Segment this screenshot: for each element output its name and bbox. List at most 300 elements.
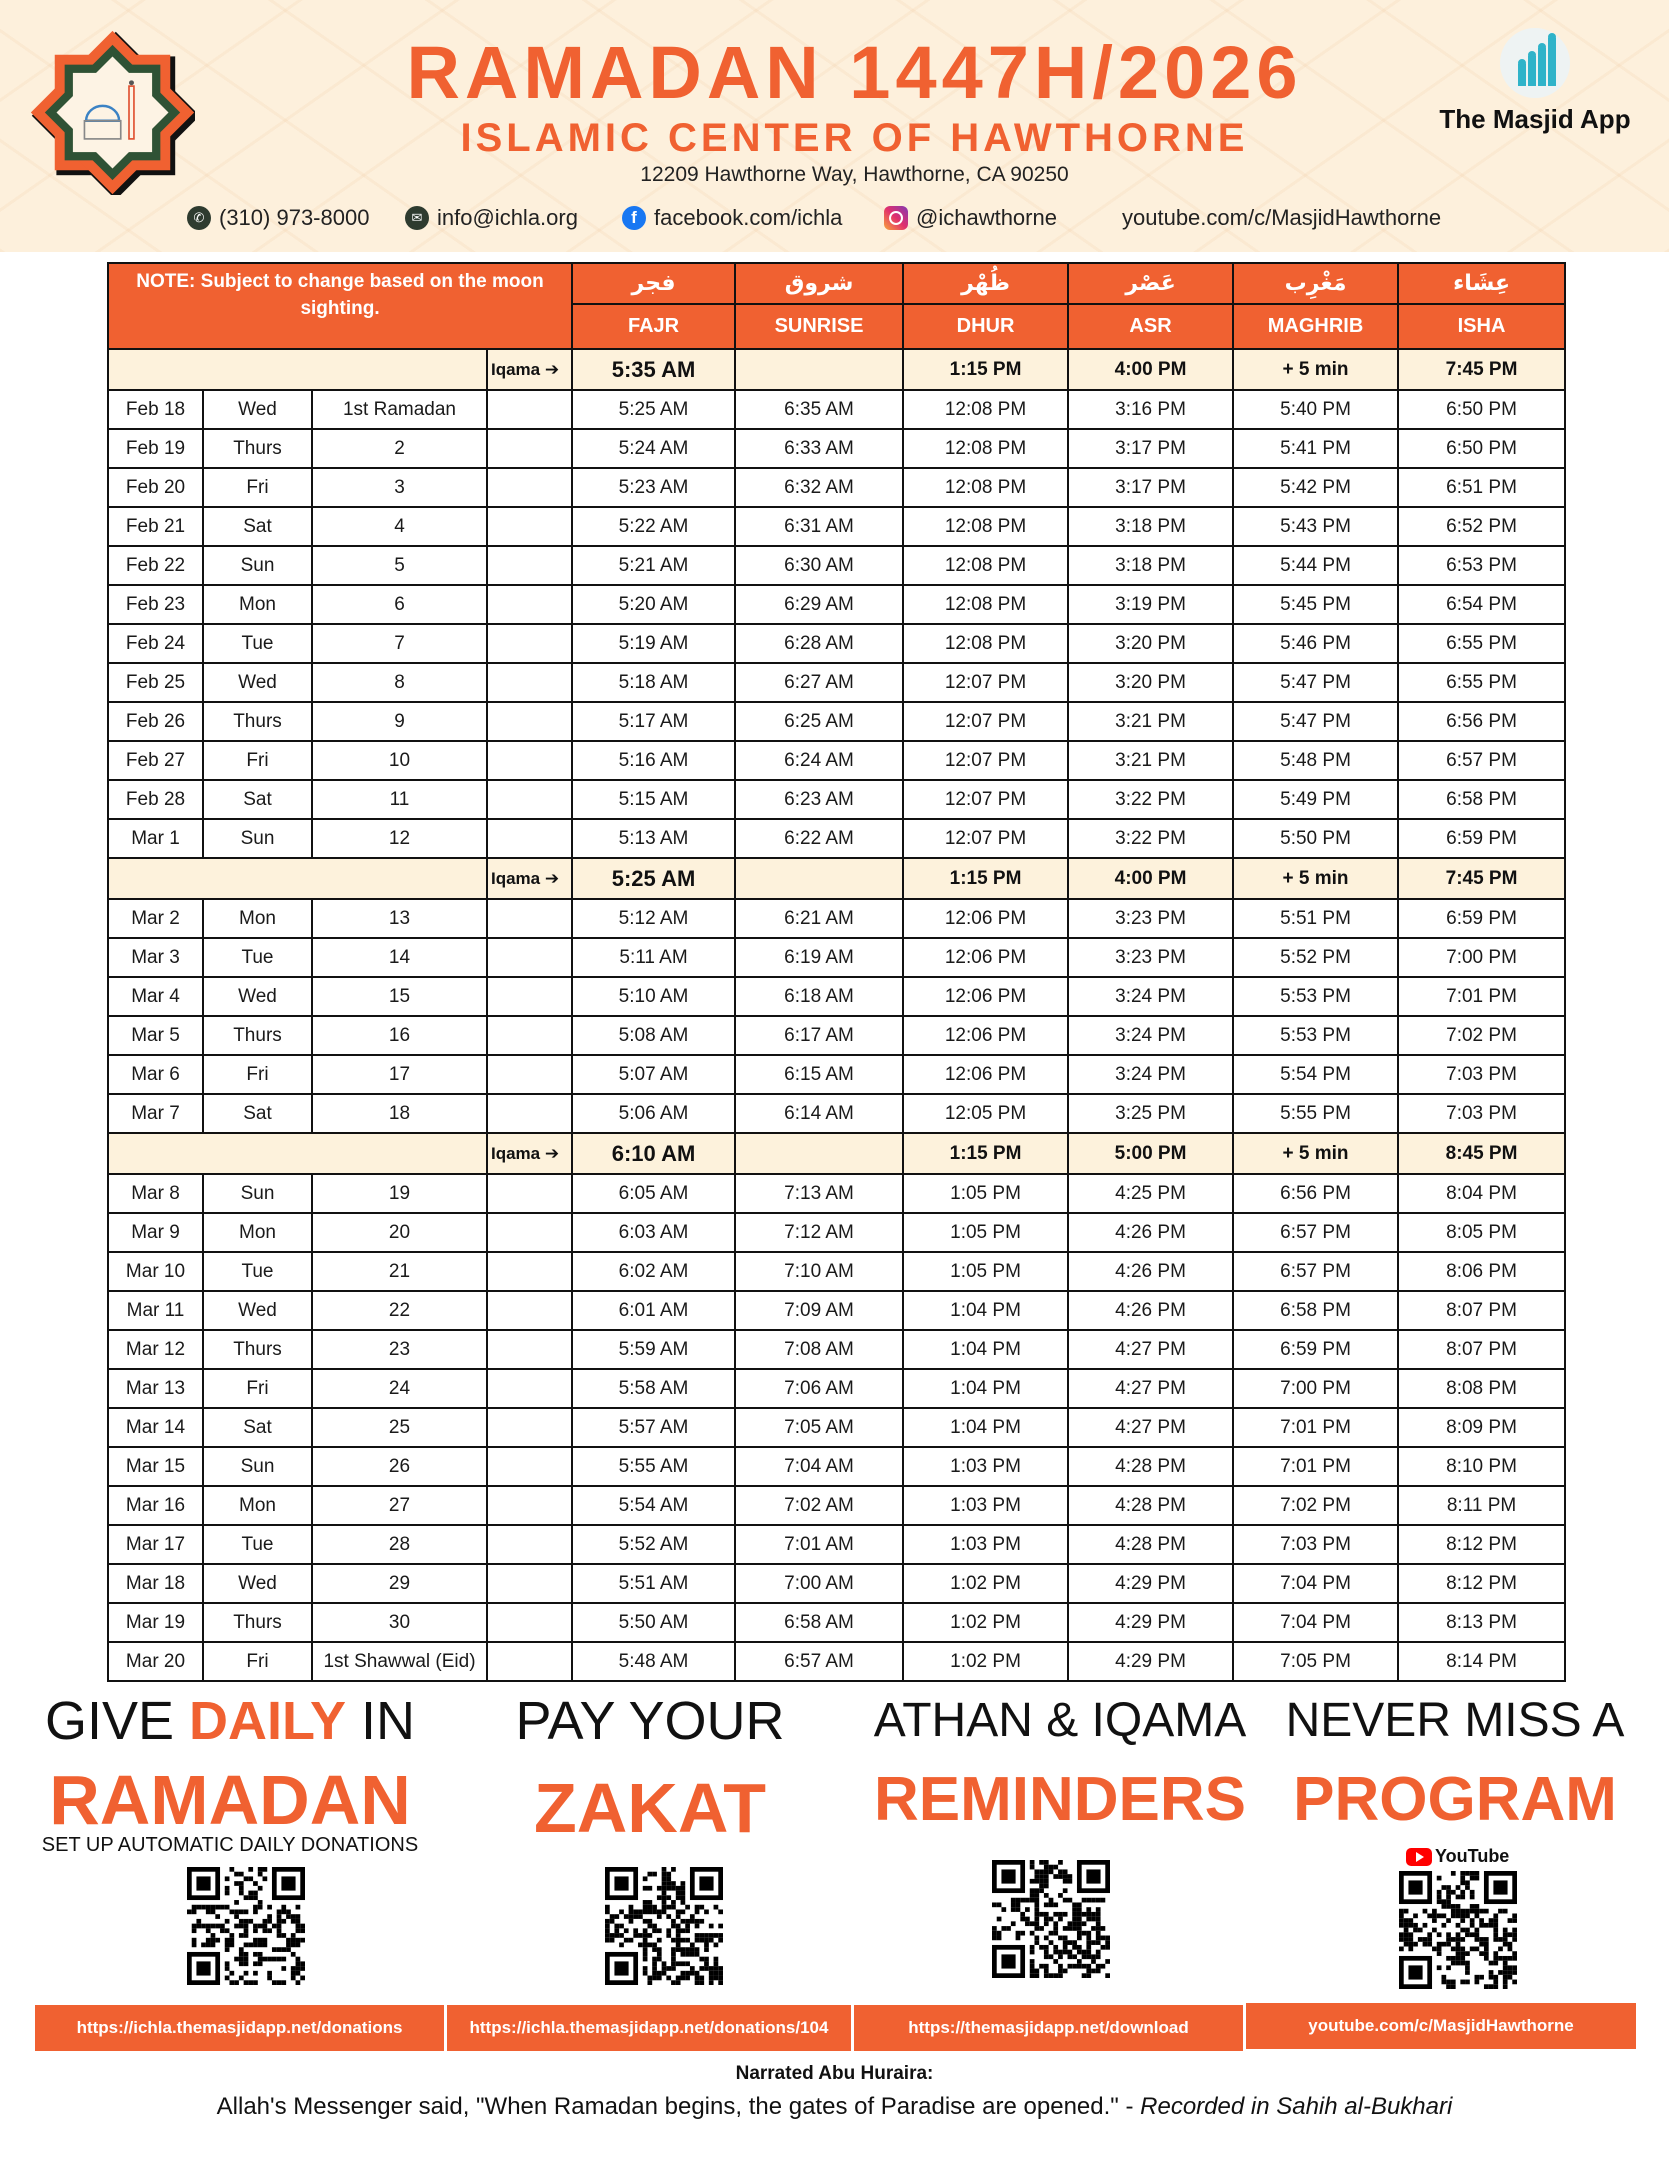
cell-sunrise: 7:01 AM: [735, 1525, 903, 1564]
cell-asr: 3:24 PM: [1068, 1016, 1233, 1055]
qr-code-zakat[interactable]: [605, 1867, 723, 1985]
cell-asr: 3:25 PM: [1068, 1094, 1233, 1133]
cell-isha: 8:11 PM: [1398, 1486, 1565, 1525]
cell-empty: [487, 780, 572, 819]
cell-fajr: 5:19 AM: [572, 624, 735, 663]
col-header-asr: ASR: [1068, 304, 1233, 349]
col-header-sunrise-ar: شروق: [735, 263, 903, 304]
cell-date: Mar 8: [108, 1174, 203, 1213]
cell-fajr: 5:24 AM: [572, 429, 735, 468]
promo-keyword: REMINDERS: [873, 1765, 1247, 1834]
cell-ramadan-day: 25: [312, 1408, 487, 1447]
cell-weekday: Thurs: [203, 1330, 312, 1369]
cell-isha: 6:54 PM: [1398, 585, 1565, 624]
cell-dhur: 12:06 PM: [903, 977, 1068, 1016]
cell-dhur: 1:04 PM: [903, 1408, 1068, 1447]
cell-asr: 4:26 PM: [1068, 1291, 1233, 1330]
address: 12209 Hawthorne Way, Hawthorne, CA 90250: [640, 163, 1069, 186]
cell-fajr: 5:16 AM: [572, 741, 735, 780]
youtube-badge: [1406, 1846, 1509, 1867]
cell-dhur: 12:08 PM: [903, 429, 1068, 468]
link-bar: [35, 2005, 1636, 2051]
cell-sunrise: 7:05 AM: [735, 1408, 903, 1447]
table-row: [108, 1642, 1565, 1681]
col-header-fajr-ar: فجر: [572, 263, 735, 304]
cell-maghrib: 7:00 PM: [1233, 1369, 1398, 1408]
cell-isha: 7:00 PM: [1398, 938, 1565, 977]
cell-asr: 3:18 PM: [1068, 507, 1233, 546]
cell-date: Mar 6: [108, 1055, 203, 1094]
hadith-source: Recorded in Sahih al-Bukhari: [1140, 2093, 1453, 2120]
cell-weekday: Thurs: [203, 1603, 312, 1642]
cell-asr: 3:20 PM: [1068, 663, 1233, 702]
iqama-asr: 4:00 PM: [1068, 349, 1233, 390]
cell-ramadan-day: 29: [312, 1564, 487, 1603]
cell-asr: 4:27 PM: [1068, 1408, 1233, 1447]
cell-ramadan-day: 6: [312, 585, 487, 624]
cell-isha: 8:06 PM: [1398, 1252, 1565, 1291]
iqama-row: [108, 858, 1565, 899]
table-row: [108, 1408, 1565, 1447]
cell-isha: 6:57 PM: [1398, 741, 1565, 780]
cell-fajr: 5:54 AM: [572, 1486, 735, 1525]
prayer-timetable: [107, 262, 1564, 1682]
cell-maghrib: 7:04 PM: [1233, 1564, 1398, 1603]
cell-weekday: Tue: [203, 1252, 312, 1291]
cell-dhur: 1:03 PM: [903, 1486, 1068, 1525]
table-row: [108, 1174, 1565, 1213]
iqama-asr: 5:00 PM: [1068, 1133, 1233, 1174]
cell-sunrise: 6:24 AM: [735, 741, 903, 780]
cell-weekday: Fri: [203, 741, 312, 780]
cell-fajr: 5:18 AM: [572, 663, 735, 702]
masjid-app-name: The Masjid App: [1439, 104, 1631, 134]
cell-sunrise: 6:28 AM: [735, 624, 903, 663]
table-row: [108, 1291, 1565, 1330]
cell-maghrib: 5:42 PM: [1233, 468, 1398, 507]
cell-ramadan-day: 20: [312, 1213, 487, 1252]
col-header-dhur-ar: ظُهْر: [903, 263, 1068, 304]
cell-maghrib: 5:54 PM: [1233, 1055, 1398, 1094]
cell-date: Feb 24: [108, 624, 203, 663]
table-row: [108, 899, 1565, 938]
cell-maghrib: 5:49 PM: [1233, 780, 1398, 819]
instagram-icon: [884, 206, 908, 230]
cell-ramadan-day: 27: [312, 1486, 487, 1525]
cell-asr: 4:26 PM: [1068, 1213, 1233, 1252]
iqama-maghrib: + 5 min: [1233, 858, 1398, 899]
cell-date: Feb 27: [108, 741, 203, 780]
page-header: [0, 0, 1669, 252]
cell-ramadan-day: 3: [312, 468, 487, 507]
cell-fajr: 5:10 AM: [572, 977, 735, 1016]
col-header-isha-ar: عِشَاء: [1398, 263, 1565, 304]
cell-asr: 4:28 PM: [1068, 1486, 1233, 1525]
cell-empty: [487, 624, 572, 663]
cell-isha: 8:09 PM: [1398, 1408, 1565, 1447]
cell-dhur: 1:02 PM: [903, 1642, 1068, 1681]
cell-empty: [487, 1642, 572, 1681]
promo-program: [1250, 1690, 1660, 1840]
cell-dhur: 12:08 PM: [903, 624, 1068, 663]
cell-maghrib: 5:51 PM: [1233, 899, 1398, 938]
cell-fajr: 5:25 AM: [572, 390, 735, 429]
cell-dhur: 1:05 PM: [903, 1174, 1068, 1213]
contact-instagram[interactable]: [884, 205, 1057, 231]
cell-empty: [487, 1330, 572, 1369]
cell-asr: 3:24 PM: [1068, 1055, 1233, 1094]
contact-youtube[interactable]: [1122, 205, 1441, 231]
cell-date: Mar 16: [108, 1486, 203, 1525]
cell-sunrise: 7:08 AM: [735, 1330, 903, 1369]
cell-maghrib: 5:47 PM: [1233, 702, 1398, 741]
cell-isha: 6:56 PM: [1398, 702, 1565, 741]
table-row: [108, 1369, 1565, 1408]
iqama-label: Iqama ➔: [487, 858, 572, 899]
cell-fajr: 5:22 AM: [572, 507, 735, 546]
cell-dhur: 12:05 PM: [903, 1094, 1068, 1133]
cell-sunrise: 6:25 AM: [735, 702, 903, 741]
cell-isha: 6:59 PM: [1398, 899, 1565, 938]
cell-dhur: 12:07 PM: [903, 780, 1068, 819]
cell-dhur: 1:05 PM: [903, 1213, 1068, 1252]
cell-date: Mar 7: [108, 1094, 203, 1133]
cell-isha: 7:03 PM: [1398, 1055, 1565, 1094]
cell-ramadan-day: 1st Ramadan: [312, 390, 487, 429]
cell-isha: 8:12 PM: [1398, 1525, 1565, 1564]
table-row: [108, 1525, 1565, 1564]
promo-subtext: SET UP AUTOMATIC DAILY DONATIONS: [41, 1834, 419, 1856]
cell-fajr: 5:52 AM: [572, 1525, 735, 1564]
col-header-isha: ISHA: [1398, 304, 1565, 349]
cell-asr: 3:16 PM: [1068, 390, 1233, 429]
cell-asr: 3:21 PM: [1068, 741, 1233, 780]
cell-weekday: Mon: [203, 899, 312, 938]
cell-date: Mar 5: [108, 1016, 203, 1055]
cell-sunrise: 7:02 AM: [735, 1486, 903, 1525]
facebook-handle: facebook.com/ichla: [654, 205, 843, 230]
timetable-body: [108, 349, 1565, 1681]
cell-sunrise: 7:12 AM: [735, 1213, 903, 1252]
table-row: [108, 585, 1565, 624]
contact-bar: [0, 205, 1669, 239]
cell-dhur: 1:04 PM: [903, 1330, 1068, 1369]
col-header-asr-ar: عَصْر: [1068, 263, 1233, 304]
cell-weekday: Wed: [203, 1564, 312, 1603]
qr-code-youtube[interactable]: [1399, 1871, 1517, 1989]
cell-asr: 3:24 PM: [1068, 977, 1233, 1016]
cell-empty: [487, 977, 572, 1016]
table-row: [108, 1016, 1565, 1055]
table-row: [108, 977, 1565, 1016]
cell-weekday: Wed: [203, 663, 312, 702]
cell-dhur: 12:08 PM: [903, 468, 1068, 507]
youtube-handle: youtube.com/c/MasjidHawthorne: [1122, 205, 1442, 230]
cell-empty: [487, 390, 572, 429]
cell-dhur: 1:03 PM: [903, 1447, 1068, 1486]
iqama-fajr: 5:25 AM: [572, 858, 735, 899]
cell-ramadan-day: 24: [312, 1369, 487, 1408]
cell-empty: [487, 1174, 572, 1213]
cell-ramadan-day: 17: [312, 1055, 487, 1094]
cell-fajr: 5:11 AM: [572, 938, 735, 977]
cell-weekday: Thurs: [203, 702, 312, 741]
email-address: info@ichla.org: [437, 205, 578, 230]
cell-sunrise: 6:32 AM: [735, 468, 903, 507]
cell-ramadan-day: 10: [312, 741, 487, 780]
cell-asr: 3:23 PM: [1068, 899, 1233, 938]
cell-empty: [487, 899, 572, 938]
cell-dhur: 1:05 PM: [903, 1252, 1068, 1291]
cell-dhur: 1:03 PM: [903, 1525, 1068, 1564]
cell-maghrib: 5:48 PM: [1233, 741, 1398, 780]
cell-fajr: 6:02 AM: [572, 1252, 735, 1291]
cell-maghrib: 5:50 PM: [1233, 819, 1398, 858]
cell-sunrise: 6:31 AM: [735, 507, 903, 546]
cell-dhur: 12:08 PM: [903, 390, 1068, 429]
promo-pay-zakat: [445, 1690, 855, 1848]
table-row: [108, 429, 1565, 468]
contact-email[interactable]: [405, 205, 578, 231]
cell-fajr: 5:21 AM: [572, 546, 735, 585]
cell-isha: 6:50 PM: [1398, 390, 1565, 429]
cell-empty: [487, 741, 572, 780]
cell-isha: 8:08 PM: [1398, 1369, 1565, 1408]
col-header-dhur: DHUR: [903, 304, 1068, 349]
cell-asr: 3:23 PM: [1068, 938, 1233, 977]
cell-fajr: 6:01 AM: [572, 1291, 735, 1330]
cell-maghrib: 6:59 PM: [1233, 1330, 1398, 1369]
cell-dhur: 1:04 PM: [903, 1291, 1068, 1330]
cell-dhur: 12:06 PM: [903, 1055, 1068, 1094]
cell-weekday: Thurs: [203, 429, 312, 468]
cell-asr: 4:27 PM: [1068, 1330, 1233, 1369]
cell-weekday: Tue: [203, 1525, 312, 1564]
cell-isha: 8:13 PM: [1398, 1603, 1565, 1642]
cell-dhur: 12:07 PM: [903, 663, 1068, 702]
cell-maghrib: 5:55 PM: [1233, 1094, 1398, 1133]
cell-sunrise: 6:18 AM: [735, 977, 903, 1016]
cell-empty: [487, 546, 572, 585]
cell-asr: 4:27 PM: [1068, 1369, 1233, 1408]
link-donations[interactable]: https://ichla.themasjidapp.net/donations: [35, 2005, 444, 2051]
contact-phone[interactable]: [187, 205, 369, 231]
cell-ramadan-day: 13: [312, 899, 487, 938]
cell-date: Mar 14: [108, 1408, 203, 1447]
promo-keyword: ZAKAT: [534, 1769, 766, 1847]
cell-asr: 3:21 PM: [1068, 702, 1233, 741]
cell-isha: 6:58 PM: [1398, 780, 1565, 819]
cell-fajr: 5:08 AM: [572, 1016, 735, 1055]
promo-keyword: PROGRAM: [1293, 1765, 1617, 1834]
contact-facebook[interactable]: [622, 205, 842, 231]
cell-empty: [487, 938, 572, 977]
cell-isha: 8:12 PM: [1398, 1564, 1565, 1603]
cell-empty: [487, 1094, 572, 1133]
masjid-app-minarets-icon: [1500, 28, 1570, 98]
cell-isha: 8:07 PM: [1398, 1330, 1565, 1369]
cell-maghrib: 5:52 PM: [1233, 938, 1398, 977]
cell-sunrise: 7:10 AM: [735, 1252, 903, 1291]
iqama-asr: 4:00 PM: [1068, 858, 1233, 899]
link-zakat[interactable]: https://ichla.themasjidapp.net/donations/104: [447, 2005, 851, 2051]
iqama-dhur: 1:15 PM: [903, 349, 1068, 390]
cell-empty: [487, 663, 572, 702]
cell-empty: [487, 702, 572, 741]
table-row: [108, 1252, 1565, 1291]
cell-date: Feb 23: [108, 585, 203, 624]
promo-headline: NEVER MISS A: [1285, 1694, 1625, 1747]
table-row: [108, 741, 1565, 780]
cell-dhur: 1:02 PM: [903, 1603, 1068, 1642]
cell-date: Mar 15: [108, 1447, 203, 1486]
cell-fajr: 5:12 AM: [572, 899, 735, 938]
cell-maghrib: 5:46 PM: [1233, 624, 1398, 663]
hadith-narrator: Narrated Abu Huraira:: [735, 2063, 934, 2084]
cell-ramadan-day: 26: [312, 1447, 487, 1486]
cell-ramadan-day: 1st Shawwal (Eid): [312, 1642, 487, 1681]
table-row: [108, 938, 1565, 977]
cell-maghrib: 5:47 PM: [1233, 663, 1398, 702]
cell-sunrise: 6:22 AM: [735, 819, 903, 858]
cell-sunrise: 6:27 AM: [735, 663, 903, 702]
cell-empty: [487, 1055, 572, 1094]
iqama-label: Iqama ➔: [487, 1133, 572, 1174]
col-header-fajr: FAJR: [572, 304, 735, 349]
cell-isha: 7:03 PM: [1398, 1094, 1565, 1133]
cell-ramadan-day: 8: [312, 663, 487, 702]
table-row: [108, 1055, 1565, 1094]
cell-fajr: 5:48 AM: [572, 1642, 735, 1681]
cell-date: Feb 28: [108, 780, 203, 819]
link-youtube[interactable]: youtube.com/c/MasjidHawthorne: [1246, 2003, 1636, 2049]
cell-date: Mar 10: [108, 1252, 203, 1291]
cell-weekday: Fri: [203, 468, 312, 507]
cell-date: Mar 4: [108, 977, 203, 1016]
cell-empty: [487, 1564, 572, 1603]
cell-date: Mar 20: [108, 1642, 203, 1681]
cell-maghrib: 5:43 PM: [1233, 507, 1398, 546]
iqama-row: [108, 349, 1565, 390]
cell-date: Feb 25: [108, 663, 203, 702]
cell-ramadan-day: 16: [312, 1016, 487, 1055]
promo-headline: GIVE DAILY IN: [44, 1691, 416, 1751]
cell-sunrise: 7:09 AM: [735, 1291, 903, 1330]
table-row: [108, 780, 1565, 819]
cell-maghrib: 6:57 PM: [1233, 1252, 1398, 1291]
cell-fajr: 5:17 AM: [572, 702, 735, 741]
promo-headline: ATHAN & IQAMA: [873, 1694, 1247, 1747]
cell-dhur: 1:04 PM: [903, 1369, 1068, 1408]
iqama-maghrib: + 5 min: [1233, 349, 1398, 390]
cell-maghrib: 6:57 PM: [1233, 1213, 1398, 1252]
cell-fajr: 5:07 AM: [572, 1055, 735, 1094]
cell-asr: 3:17 PM: [1068, 468, 1233, 507]
cell-sunrise: 6:33 AM: [735, 429, 903, 468]
cell-weekday: Mon: [203, 1486, 312, 1525]
cell-sunrise: 6:14 AM: [735, 1094, 903, 1133]
cell-dhur: 12:08 PM: [903, 546, 1068, 585]
table-row: [108, 1213, 1565, 1252]
cell-dhur: 12:07 PM: [903, 819, 1068, 858]
cell-sunrise: 6:21 AM: [735, 899, 903, 938]
qr-code-donations[interactable]: [187, 1867, 305, 1985]
col-header-sunrise: SUNRISE: [735, 304, 903, 349]
cell-weekday: Thurs: [203, 1016, 312, 1055]
cell-asr: 3:19 PM: [1068, 585, 1233, 624]
cell-asr: 4:28 PM: [1068, 1447, 1233, 1486]
cell-weekday: Wed: [203, 977, 312, 1016]
cell-weekday: Tue: [203, 624, 312, 663]
cell-asr: 4:29 PM: [1068, 1564, 1233, 1603]
iqama-dhur: 1:15 PM: [903, 1133, 1068, 1174]
moon-sighting-note: NOTE: Subject to change based on the moon sighting.: [108, 263, 572, 349]
cell-isha: 6:55 PM: [1398, 663, 1565, 702]
cell-sunrise: 7:04 AM: [735, 1447, 903, 1486]
cell-fajr: 6:03 AM: [572, 1213, 735, 1252]
table-row: [108, 1330, 1565, 1369]
iqama-spacer: [108, 1133, 487, 1174]
cell-date: Mar 17: [108, 1525, 203, 1564]
table-row: [108, 390, 1565, 429]
cell-weekday: Sat: [203, 1094, 312, 1133]
cell-ramadan-day: 12: [312, 819, 487, 858]
cell-isha: 7:01 PM: [1398, 977, 1565, 1016]
youtube-play-icon: [1406, 1848, 1432, 1866]
qr-code-app-download[interactable]: [992, 1860, 1110, 1978]
youtube-label: YouTube: [1435, 1846, 1510, 1866]
cell-empty: [487, 1291, 572, 1330]
cell-ramadan-day: 9: [312, 702, 487, 741]
cell-sunrise: 6:58 AM: [735, 1603, 903, 1642]
cell-empty: [487, 507, 572, 546]
cell-date: Feb 20: [108, 468, 203, 507]
table-row: [108, 546, 1565, 585]
cell-empty: [487, 1213, 572, 1252]
cell-date: Mar 19: [108, 1603, 203, 1642]
cell-asr: 4:29 PM: [1068, 1603, 1233, 1642]
cell-fajr: 5:50 AM: [572, 1603, 735, 1642]
cell-ramadan-day: 21: [312, 1252, 487, 1291]
link-app-download[interactable]: https://themasjidapp.net/download: [854, 2005, 1243, 2051]
iqama-row: [108, 1133, 1565, 1174]
cell-empty: [487, 429, 572, 468]
cell-ramadan-day: 7: [312, 624, 487, 663]
cell-sunrise: 7:00 AM: [735, 1564, 903, 1603]
cell-asr: 3:20 PM: [1068, 624, 1233, 663]
iqama-spacer: [108, 858, 487, 899]
cell-maghrib: 5:44 PM: [1233, 546, 1398, 585]
cell-weekday: Fri: [203, 1055, 312, 1094]
table-row: [108, 1603, 1565, 1642]
cell-weekday: Sun: [203, 1447, 312, 1486]
cell-fajr: 5:51 AM: [572, 1564, 735, 1603]
promo-keyword: RAMADAN: [49, 1761, 411, 1839]
promo-headline: PAY YOUR: [515, 1691, 785, 1751]
cell-fajr: 5:06 AM: [572, 1094, 735, 1133]
cell-maghrib: 7:03 PM: [1233, 1525, 1398, 1564]
cell-asr: 4:26 PM: [1068, 1252, 1233, 1291]
cell-fajr: 6:05 AM: [572, 1174, 735, 1213]
cell-maghrib: 7:01 PM: [1233, 1408, 1398, 1447]
iqama-fajr: 5:35 AM: [572, 349, 735, 390]
cell-isha: 6:59 PM: [1398, 819, 1565, 858]
cell-ramadan-day: 14: [312, 938, 487, 977]
cell-fajr: 5:23 AM: [572, 468, 735, 507]
table-row: [108, 663, 1565, 702]
cell-maghrib: 5:41 PM: [1233, 429, 1398, 468]
table-row: [108, 1094, 1565, 1133]
